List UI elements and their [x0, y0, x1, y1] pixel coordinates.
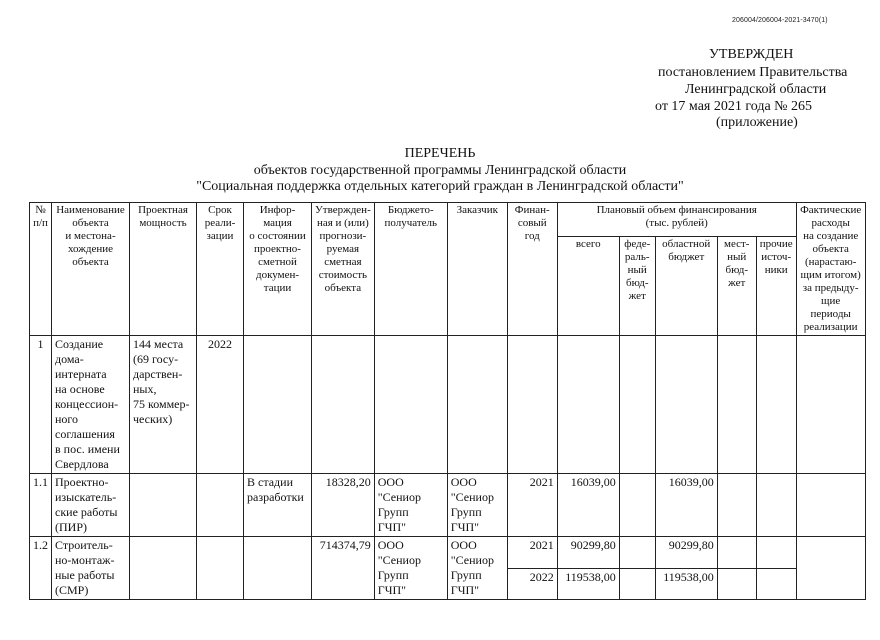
cell-empty: [312, 336, 375, 474]
cell-empty: [197, 537, 244, 600]
approval-line-date: от 17 мая 2021 года № 265: [655, 99, 813, 114]
document-code: 206004/206004-2021-3470(1): [732, 17, 828, 24]
approval-line-appendix: (приложение): [716, 115, 798, 130]
cell-estimated-cost: 18328,20: [312, 474, 375, 537]
cell-empty: [717, 474, 756, 537]
cell-empty: [717, 568, 756, 600]
cell-total: 90299,80: [557, 537, 619, 569]
cell-capacity: 144 места (69 госу- дарствен- ных, 75 коммер- ческих): [130, 336, 197, 474]
approval-line-approved: УТВЕРЖДЕН: [709, 47, 794, 62]
header-planned-financing: Плановый объем финансирования (тыс. рублей): [557, 203, 796, 237]
cell-empty: [717, 336, 756, 474]
cell-object-name: Проектно- изыскатель- ские работы (ПИР): [52, 474, 130, 537]
cell-empty: [796, 474, 865, 537]
cell-empty: [796, 537, 865, 600]
title-subheading: объектов государственной программы Ленинградской области: [253, 163, 627, 178]
cell-empty: [447, 336, 507, 474]
cell-financial-year: 2021: [507, 474, 557, 537]
cell-empty: [619, 537, 655, 569]
table-header-row: [30, 203, 866, 237]
table-row: [30, 336, 866, 474]
cell-customer: ООО "Сениор Групп ГЧП": [447, 474, 507, 537]
cell-empty: [619, 336, 655, 474]
cell-regional-budget: 119538,00: [655, 568, 717, 600]
header-object-name: Наименование объекта и местона- хождение объекта: [52, 203, 130, 336]
cell-empty: [756, 474, 796, 537]
cell-regional-budget: 90299,80: [655, 537, 717, 569]
approval-line-region: Ленинградской области: [685, 82, 827, 97]
header-actual-expenses: Фактические расходы на создание объекта (нарастаю- щим итогом) за предыду- щие периоды реализации: [796, 203, 865, 336]
header-estimated-cost: Утвержден- ная и (или) прогнози- руемая сметная стоимость объекта: [312, 203, 375, 336]
title-program-name: "Социальная поддержка отдельных категорий граждан в Ленинградской области": [196, 179, 684, 194]
header-regional-budget: областной бюджет: [655, 236, 717, 335]
cell-empty: [197, 474, 244, 537]
cell-empty: [619, 474, 655, 537]
cell-financial-year: 2022: [507, 568, 557, 600]
cell-empty: [655, 336, 717, 474]
cell-object-name: Создание дома- интерната на основе концессион- ного соглашения в пос. имени Свердлова: [52, 336, 130, 474]
cell-empty: [756, 537, 796, 569]
cell-number: 1.1: [30, 474, 52, 537]
cell-number: 1: [30, 336, 52, 474]
cell-empty: [756, 336, 796, 474]
cell-budget-recipient: ООО "Сениор Групп ГЧП": [374, 474, 447, 537]
cell-empty: [619, 568, 655, 600]
cell-budget-recipient: ООО "Сениор Групп ГЧП": [374, 537, 447, 600]
title-heading: ПЕРЕЧЕНЬ: [404, 146, 476, 161]
cell-empty: [374, 336, 447, 474]
header-other-sources: прочие источ- ники: [756, 236, 796, 335]
cell-empty: [756, 568, 796, 600]
cell-empty: [717, 537, 756, 569]
cell-empty: [130, 474, 197, 537]
header-local-budget: мест- ный бюд- жет: [717, 236, 756, 335]
cell-estimated-cost: 714374,79: [312, 537, 375, 600]
cell-financial-year: 2021: [507, 537, 557, 569]
cell-empty: [244, 336, 312, 474]
cell-term: 2022: [197, 336, 244, 474]
table-row: [30, 537, 866, 569]
cell-empty: [557, 336, 619, 474]
header-federal-budget: феде- раль- ный бюд- жет: [619, 236, 655, 335]
cell-documentation: В стадии разработки: [244, 474, 312, 537]
approval-line-resolution: постановлением Правительства: [658, 65, 848, 80]
cell-empty: [130, 537, 197, 600]
header-customer: Заказчик: [447, 203, 507, 336]
header-financial-year: Финан- совый год: [507, 203, 557, 336]
cell-empty: [796, 336, 865, 474]
cell-total: 16039,00: [557, 474, 619, 537]
cell-total: 119538,00: [557, 568, 619, 600]
cell-regional-budget: 16039,00: [655, 474, 717, 537]
table-row: [30, 474, 866, 537]
cell-object-name: Строитель- но-монтаж- ные работы (СМР): [52, 537, 130, 600]
header-term: Срок реали- зации: [197, 203, 244, 336]
header-total: всего: [557, 236, 619, 335]
cell-empty: [244, 537, 312, 600]
header-capacity: Проектная мощность: [130, 203, 197, 336]
financing-table: [29, 202, 866, 600]
header-number: № п/п: [30, 203, 52, 336]
cell-empty: [507, 336, 557, 474]
cell-number: 1.2: [30, 537, 52, 600]
header-documentation: Инфор- мация о состоянии проектно- сметной докумен- тации: [244, 203, 312, 336]
cell-customer: ООО "Сениор Групп ГЧП": [447, 537, 507, 600]
header-budget-recipient: Бюджето- получатель: [374, 203, 447, 336]
